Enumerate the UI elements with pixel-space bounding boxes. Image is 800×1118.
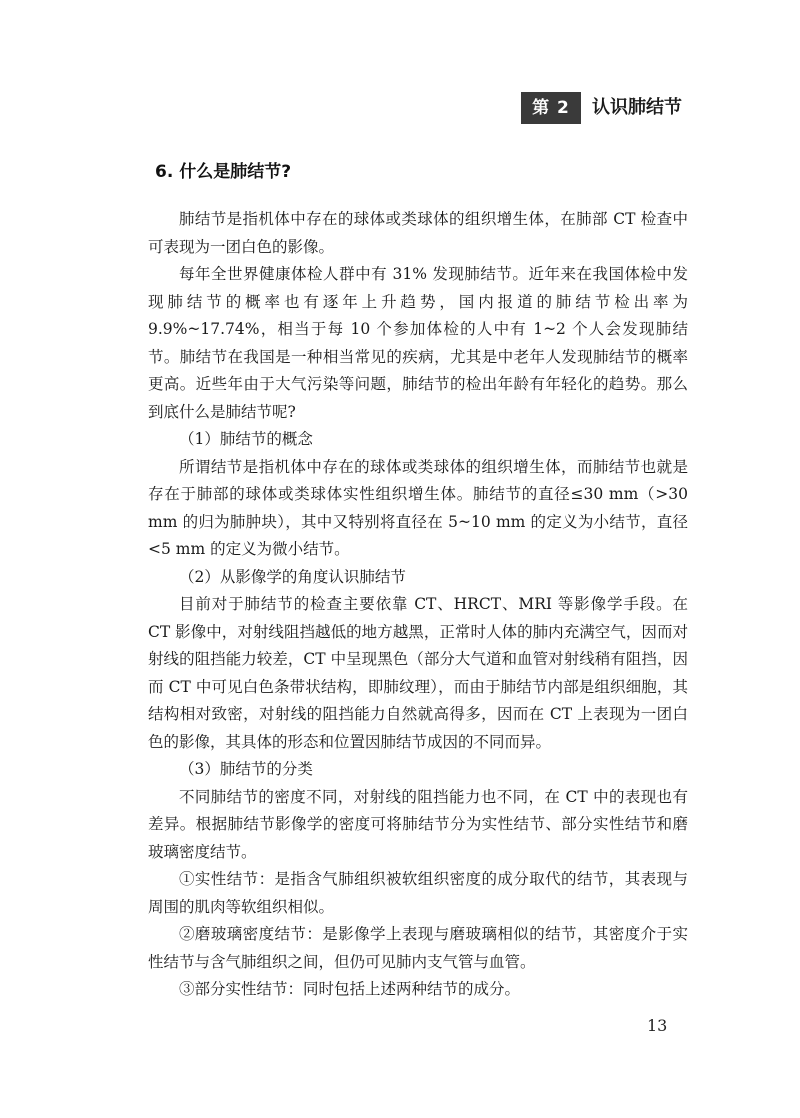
paragraph-imaging: 目前对于肺结节的检查主要依靠 CT、HRCT、MRI 等影像学手段。在 CT 影像中，对射线阻挡越低的地方越黑，正常时人体的肺内充满空气，因而对射线的阻挡能力较差，CT 中呈现黑色（部分大气道和血管对射线稍有阻挡，因而 CT 中可见白色条带状结构，即肺纹理），而由于肺结节内部是组织细胞，其结构相对致密，对射线的阻挡能力自然就高得多，因而在 CT 上表现为一团白色的影像，其具体的形态和位置因肺结节成因的不同而异。	[148, 595, 688, 751]
page-number: 13	[647, 1016, 668, 1035]
paragraph-concept: 所谓结节是指机体中存在的球体或类球体的组织增生体，而肺结节也就是存在于肺部的球体或类球体实性组织增生体。肺结节的直径≤30 mm（>30 mm 的归为肺肿块），其中又特别将直径在 5~10 mm 的定义为小结节，直径<5 mm 的定义为微小结节。	[148, 457, 688, 558]
subsection-title-imaging: （2）从影像学的角度认识肺结节	[179, 567, 406, 586]
list-item-part-solid-nodule: ③部分实性结节：同时包括上述两种结节的成分。	[179, 980, 521, 998]
subsection-title-classification: （3）肺结节的分类	[179, 760, 313, 778]
section-heading: 6. 什么是肺结节?	[155, 162, 292, 182]
paragraph-definition: 肺结节是指机体中存在的球体或类球体的组织增生体，在肺部 CT 检查中可表现为一团白色的影像。	[148, 210, 688, 256]
paragraph-statistics: 每年全世界健康体检人群中有 31% 发现肺结节。近年来在我国体检中发现肺结节的概率也有逐年上升趋势，国内报道的肺结节检出率为 9.9%~17.74%，相当于每 10 个参加体检的人中有 1~2 个人会发现肺结节。肺结节在我国是一种相当常见的疾病，尤其是中老年人发现肺结节的概率更高。近些年由于大气污染等问题，肺结节的检出年龄有年轻化的趋势。那么到底什么是肺结节呢?	[148, 265, 688, 421]
list-item-solid-nodule: ①实性结节：是指含气肺组织被软组织密度的成分取代的结节，其表现与周围的肌肉等软组织相似。	[148, 870, 688, 916]
paragraph-classification: 不同肺结节的密度不同，对射线的阻挡能力也不同，在 CT 中的表现也有差异。根据肺结节影像学的密度可将肺结节分为实性结节、部分实性结节和磨玻璃密度结节。	[148, 787, 688, 861]
chapter-title: 认识肺结节	[592, 97, 682, 118]
list-item-ground-glass-nodule: ②磨玻璃密度结节：是影像学上表现与磨玻璃相似的结节，其密度介于实性结节与含气肺组织之间，但仍可见肺内支气管与血管。	[148, 925, 688, 971]
page-body	[148, 158, 688, 1004]
subsection-title-concept: （1）肺结节的概念	[179, 430, 313, 448]
chapter-badge: 第 2 章	[521, 92, 581, 124]
running-header	[0, 92, 800, 150]
